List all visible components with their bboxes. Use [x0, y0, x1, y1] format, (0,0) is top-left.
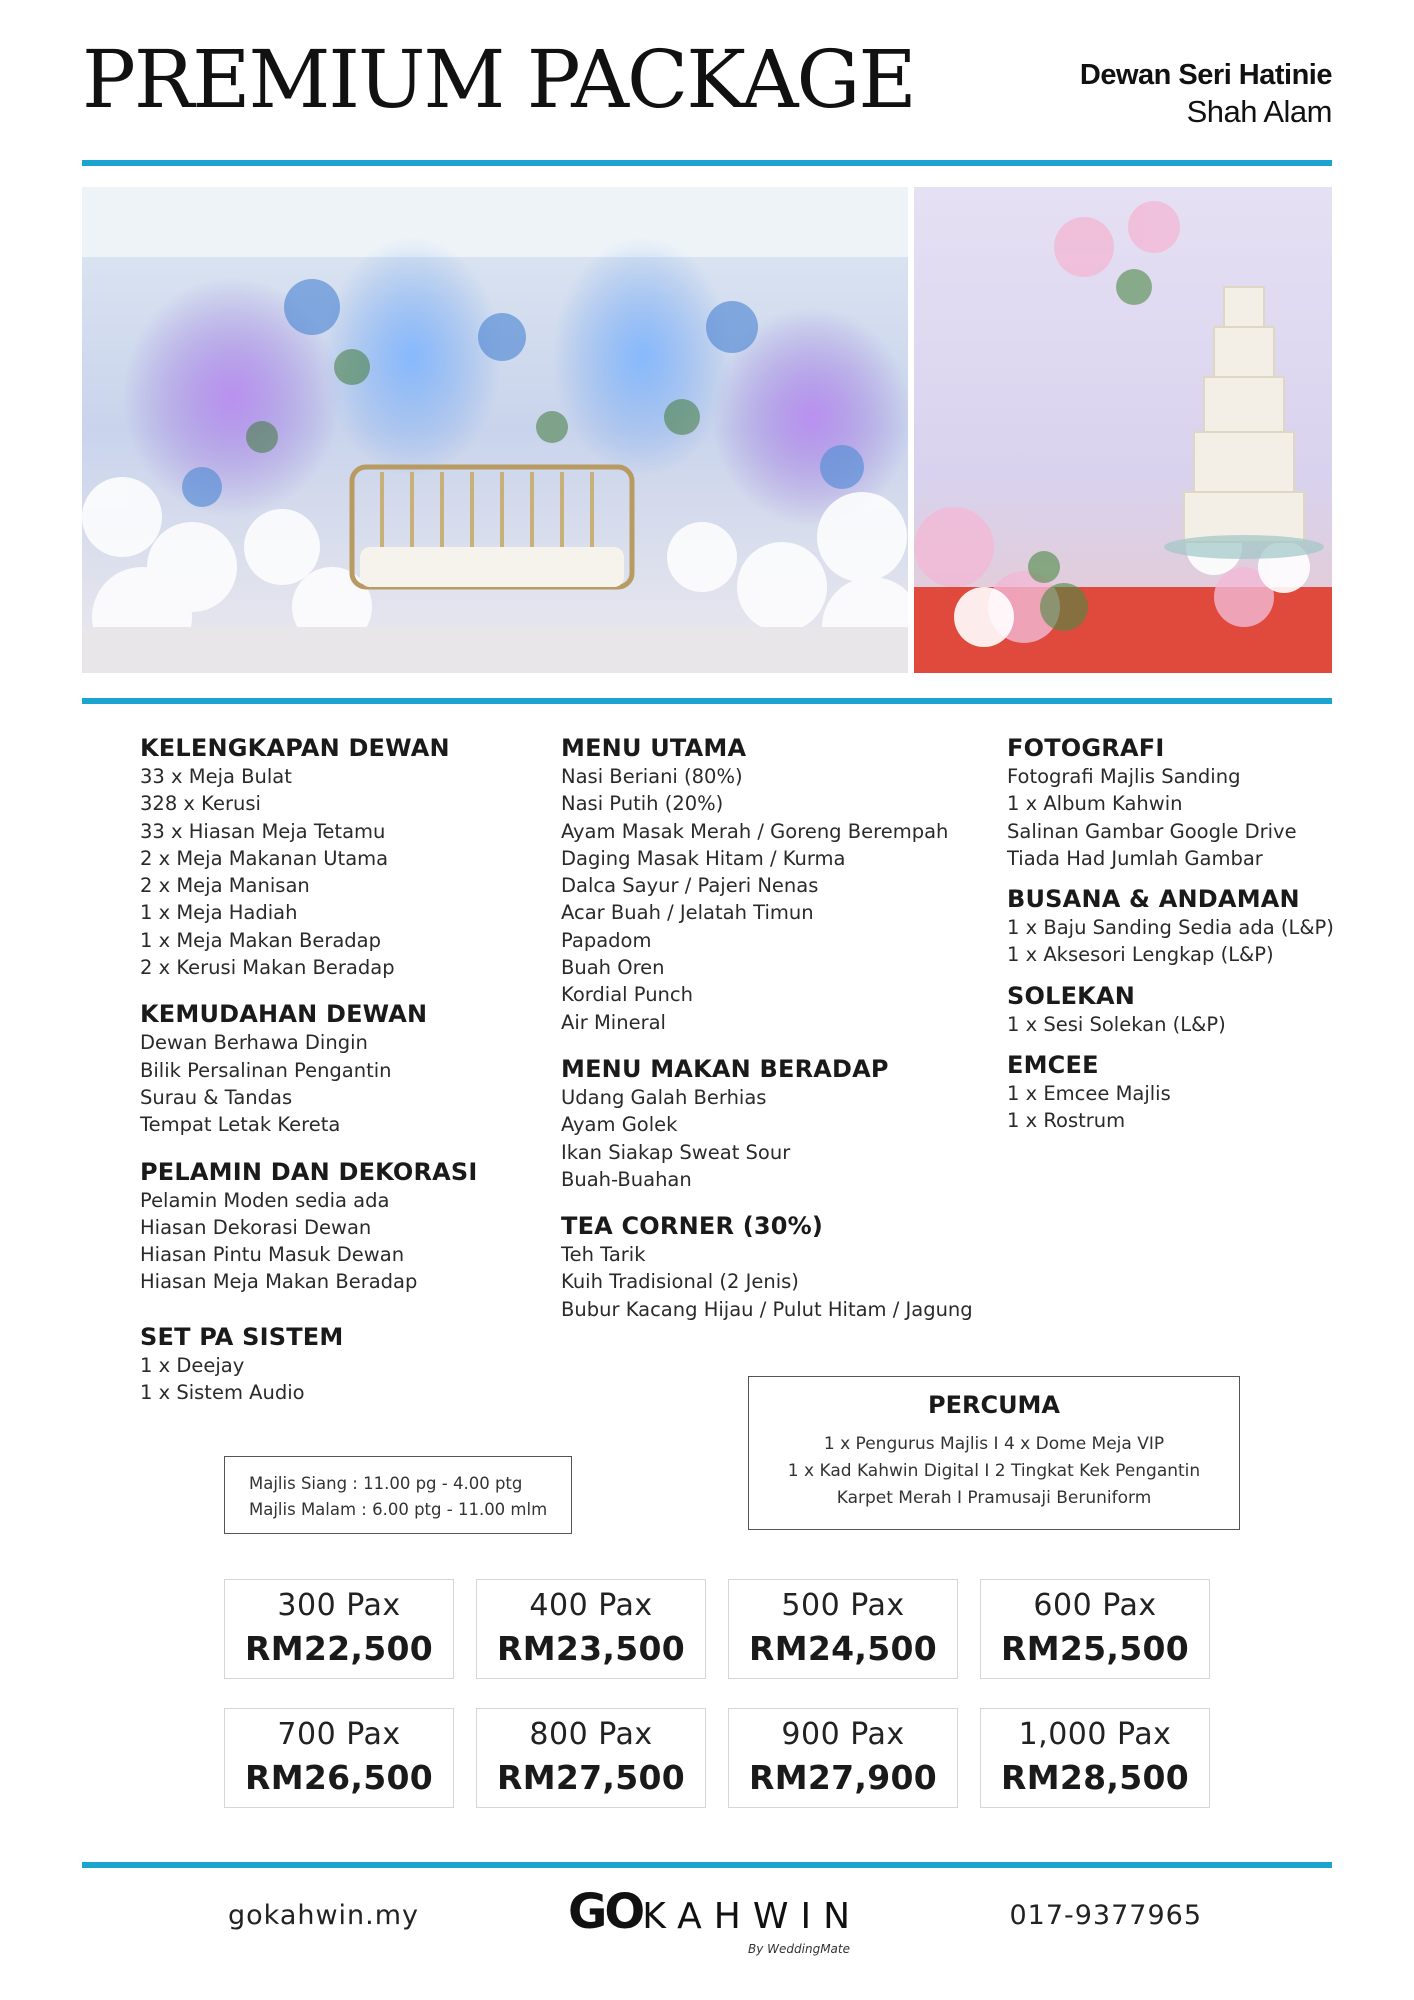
- list-item: Hiasan Pintu Masuk Dewan: [140, 1243, 405, 1267]
- pelamin-photo: [82, 187, 908, 673]
- section-heading: SET PA SISTEM: [140, 1322, 344, 1351]
- list-item: Buah-Buahan: [561, 1167, 692, 1191]
- list-item: Dewan Berhawa Dingin: [140, 1031, 368, 1055]
- section-menu-makan-beradap: [561, 1054, 973, 1193]
- pax-label: 700 Pax: [277, 1717, 401, 1752]
- price-value: RM26,500: [245, 1758, 433, 1797]
- list-item: 1 x Baju Sanding Sedia ada (L&P): [1007, 916, 1334, 940]
- percuma-line: 1 x Kad Kahwin Digital I 2 Tingkat Kek Pengantin: [787, 1461, 1201, 1481]
- price-card-800: [476, 1708, 706, 1808]
- section-list: [140, 1029, 478, 1138]
- page-title: PREMIUM PACKAGE: [82, 33, 915, 126]
- percuma-line: Karpet Merah I Pramusaji Beruniform: [836, 1488, 1152, 1508]
- section-list: [561, 1241, 973, 1323]
- list-item: Ayam Masak Merah / Goreng Berempah: [561, 819, 949, 843]
- list-item: 1 x Sesi Solekan (L&P): [1007, 1012, 1226, 1036]
- footer-divider: [82, 1862, 1332, 1868]
- section-solekan: [1007, 981, 1334, 1038]
- venue-name: Dewan Seri Hatinie: [1079, 59, 1332, 91]
- section-heading: KELENGKAPAN DEWAN: [140, 734, 450, 762]
- list-item: Nasi Beriani (80%): [561, 765, 743, 788]
- list-item: 328 x Kerusi: [140, 792, 261, 816]
- list-item: 2 x Kerusi Makan Beradap: [140, 956, 395, 980]
- list-item: Fotografi Majlis Sanding: [1007, 765, 1241, 788]
- list-item: Tiada Had Jumlah Gambar: [1007, 846, 1263, 870]
- section-heading: FOTOGRAFI: [1007, 734, 1165, 762]
- section-list: [140, 1187, 478, 1296]
- section-list: [140, 763, 478, 981]
- list-item: 1 x Emcee Majlis: [1007, 1082, 1171, 1106]
- top-divider: [82, 160, 1332, 166]
- pax-label: 600 Pax: [1033, 1588, 1157, 1623]
- list-item: Hiasan Dekorasi Dewan: [140, 1215, 372, 1239]
- pax-label: 800 Pax: [529, 1717, 653, 1752]
- footer-website[interactable]: gokahwin.my: [228, 1900, 420, 1931]
- list-item: Acar Buah / Jelatah Timun: [561, 901, 814, 925]
- gokahwin-logo: [568, 1884, 868, 1964]
- list-item: 1 x Album Kahwin: [1007, 792, 1183, 816]
- list-item: 1 x Sistem Audio: [140, 1381, 305, 1405]
- logo-go: GO: [568, 1884, 643, 1940]
- price-value: RM22,500: [245, 1629, 433, 1668]
- list-item: 1 x Meja Hadiah: [140, 901, 298, 925]
- section-list: [140, 1352, 478, 1407]
- price-card-700: [224, 1708, 454, 1808]
- percuma-heading: PERCUMA: [927, 1391, 1061, 1419]
- section-heading: MENU UTAMA: [561, 734, 747, 762]
- section-fotografi: [1007, 733, 1334, 872]
- venue-city: Shah Alam: [1186, 93, 1332, 129]
- price-value: RM25,500: [1001, 1629, 1189, 1668]
- list-item: 33 x Hiasan Meja Tetamu: [140, 819, 386, 843]
- list-item: 33 x Meja Bulat: [140, 765, 292, 788]
- price-card-600: [980, 1579, 1210, 1679]
- middle-divider: [82, 698, 1332, 704]
- list-item: 2 x Meja Manisan: [140, 874, 310, 898]
- list-item: Pelamin Moden sedia ada: [140, 1188, 390, 1212]
- cake-photo: [914, 187, 1332, 673]
- section-list: [1007, 1011, 1334, 1038]
- section-heading: PELAMIN DAN DEKORASI: [140, 1157, 478, 1186]
- section-heading: MENU MAKAN BERADAP: [561, 1054, 889, 1083]
- list-item: Ikan Siakap Sweat Sour: [561, 1140, 791, 1164]
- section-menu-utama: [561, 733, 973, 1036]
- list-item: Hiasan Meja Makan Beradap: [140, 1270, 418, 1294]
- price-card-500: [728, 1579, 958, 1679]
- list-item: 2 x Meja Makanan Utama: [140, 846, 389, 870]
- list-item: Tempat Letak Kereta: [140, 1113, 341, 1137]
- section-busana-andaman: [1007, 884, 1334, 969]
- list-item: Dalca Sayur / Pajeri Nenas: [561, 874, 819, 898]
- list-item: Buah Oren: [561, 956, 665, 980]
- hours-siang: Majlis Siang : 11.00 pg - 4.00 ptg: [249, 1474, 523, 1493]
- middle-column: [561, 733, 973, 1323]
- price-value: RM23,500: [497, 1629, 685, 1668]
- section-kemudahan-dewan: [140, 999, 478, 1138]
- section-list: [561, 1084, 973, 1193]
- list-item: 1 x Aksesori Lengkap (L&P): [1007, 943, 1274, 967]
- list-item: 1 x Meja Makan Beradap: [140, 928, 382, 952]
- list-item: Daging Masak Hitam / Kurma: [561, 846, 846, 870]
- list-item: Ayam Golek: [561, 1113, 678, 1137]
- list-item: Kuih Tradisional (2 Jenis): [561, 1270, 799, 1294]
- pax-label: 900 Pax: [781, 1717, 905, 1752]
- pax-label: 1,000 Pax: [1018, 1717, 1172, 1752]
- section-kelengkapan-dewan: [140, 733, 478, 981]
- section-heading: SOLEKAN: [1007, 981, 1136, 1010]
- price-card-1000: [980, 1708, 1210, 1808]
- pax-label: 500 Pax: [781, 1588, 905, 1623]
- footer-phone[interactable]: 017-9377965: [1009, 1900, 1202, 1931]
- list-item: Salinan Gambar Google Drive: [1007, 819, 1297, 843]
- price-card-300: [224, 1579, 454, 1679]
- list-item: Surau & Tandas: [140, 1085, 293, 1109]
- section-list: [561, 763, 973, 1036]
- section-set-pa-sistem: [140, 1322, 478, 1407]
- list-item: Air Mineral: [561, 1010, 666, 1034]
- price-card-900: [728, 1708, 958, 1808]
- section-pelamin-dekorasi: [140, 1157, 478, 1296]
- left-column: [140, 733, 478, 1406]
- list-item: Udang Galah Berhias: [561, 1085, 767, 1109]
- section-heading: TEA CORNER (30%): [561, 1212, 824, 1241]
- pax-label: 300 Pax: [277, 1588, 401, 1623]
- price-value: RM27,500: [497, 1758, 685, 1797]
- price-value: RM27,900: [749, 1758, 937, 1797]
- list-item: 1 x Deejay: [140, 1353, 245, 1377]
- hours-malam: Majlis Malam : 6.00 ptg - 11.00 mlm: [249, 1500, 548, 1519]
- price-value: RM24,500: [749, 1629, 937, 1668]
- list-item: 1 x Rostrum: [1007, 1109, 1126, 1133]
- logo-by: By WeddingMate: [748, 1942, 850, 1956]
- price-card-400: [476, 1579, 706, 1679]
- hours-box: [224, 1456, 572, 1534]
- section-list: [1007, 763, 1334, 872]
- logo-kahwin: KAHWIN: [642, 1896, 863, 1937]
- section-tea-corner: [561, 1211, 973, 1323]
- section-list: [1007, 1080, 1334, 1135]
- pax-label: 400 Pax: [529, 1588, 653, 1623]
- list-item: Papadom: [561, 928, 652, 952]
- list-item: Bubur Kacang Hijau / Pulut Hitam / Jagung: [561, 1297, 973, 1321]
- section-heading: EMCEE: [1007, 1051, 1099, 1080]
- section-emcee: [1007, 1050, 1334, 1135]
- list-item: Bilik Persalinan Pengantin: [140, 1058, 392, 1082]
- section-heading: KEMUDAHAN DEWAN: [140, 1000, 428, 1029]
- section-heading: BUSANA & ANDAMAN: [1007, 885, 1300, 914]
- section-list: [1007, 914, 1334, 969]
- percuma-line: 1 x Pengurus Majlis I 4 x Dome Meja VIP: [823, 1434, 1165, 1454]
- right-column: [1007, 733, 1334, 1135]
- list-item: Nasi Putih (20%): [561, 792, 724, 816]
- venue-block: [1080, 58, 1332, 130]
- percuma-box: [748, 1376, 1240, 1530]
- list-item: Kordial Punch: [561, 983, 693, 1007]
- price-value: RM28,500: [1001, 1758, 1189, 1797]
- list-item: Teh Tarik: [561, 1243, 646, 1267]
